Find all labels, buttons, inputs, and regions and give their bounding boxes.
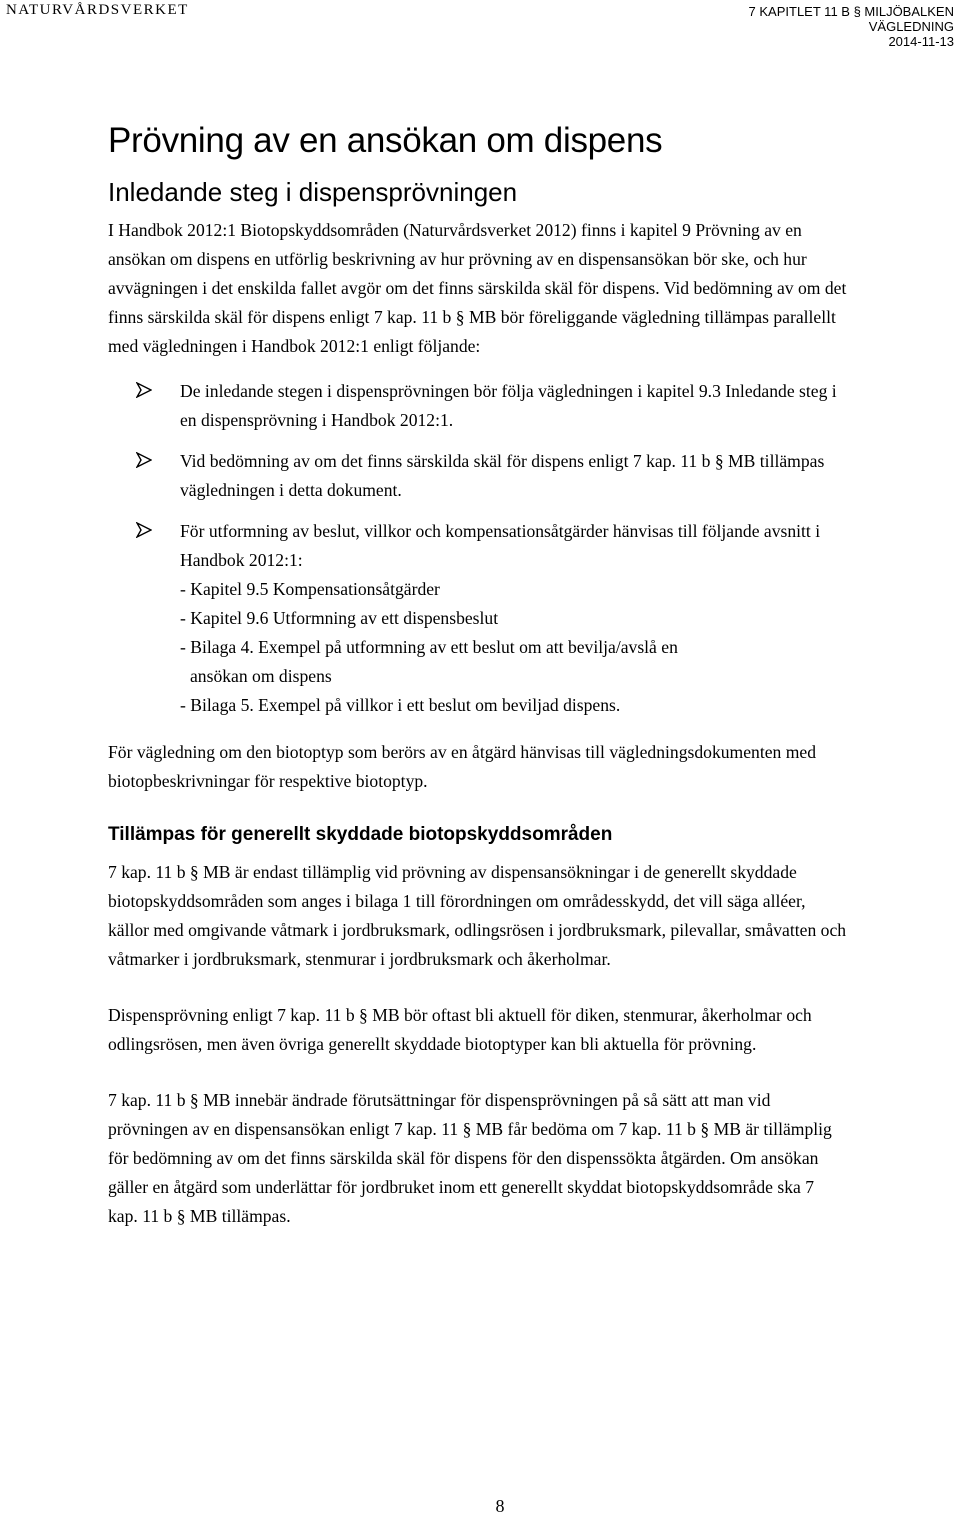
dispensation-paragraph: Dispensprövning enligt 7 kap. 11 b § MB bör oftast bli aktuell för diken, stenmurar, åkerholmar och odlingsrösen, men även övriga generellt skyddade biotoptyper kan bli aktuella för prövning.	[108, 1005, 812, 1054]
bullet-text: De inledande stegen i dispensprövningen bör följa vägledningen i kapitel 9.3 Inledande steg i en dispensprövning i Handbok 2012:1.	[180, 381, 837, 430]
arrow-bullet-icon	[136, 452, 152, 468]
header-organization: NATURVÅRDSVERKET	[6, 2, 189, 18]
intro-paragraph: I Handbok 2012:1 Biotopskyddsområden (Naturvårdsverket 2012) finns i kapitel 9 Prövning av en ansökan om dispens en utförlig beskrivning av hur prövning av en dispensansökan bör ske, och hur avvägningen i det enskilda fallet avgör om det finns särskilda skäl för dispens. Vid bedömning av om det finns särskilda skäl för dispens enligt 7 kap. 11 b § MB bör föreliggande vägledning tillämpas parallellt med vägledningen i Handbok 2012:1 enligt följande:	[108, 220, 847, 356]
header-doc-type: VÄGLEDNING	[868, 19, 954, 34]
arrow-bullet-icon	[136, 382, 152, 398]
conditions-paragraph: 7 kap. 11 b § MB innebär ändrade förutsättningar för dispensprövningen på så sätt att man vid prövningen av en dispensansökan enligt 7 kap. 11 § MB får bedöma om 7 kap. 11 b § MB är tillämplig för bedömning av om det finns särskilda skäl för dispens för den dispenssökta åtgärden. Om ansökan gäller en åtgärd som underlättar för jordbruket inom ett generellt skyddat biotopskyddsområde ska 7 kap. 11 b § MB tillämpas.	[108, 1090, 832, 1226]
header-date: 2014-11-13	[888, 34, 954, 49]
header-document-info	[749, 4, 954, 49]
sub-item: - Bilaga 4. Exempel på utformning av ett beslut om att bevilja/avslå en	[180, 637, 678, 657]
page-title: Prövning av en ansökan om dispens	[108, 121, 663, 160]
guidance-list	[108, 377, 848, 720]
sub-item-continuation: ansökan om dispens	[190, 666, 332, 686]
sub-item: - Kapitel 9.6 Utformning av ett dispensbeslut	[180, 608, 499, 628]
biotope-reference-paragraph: För vägledning om den biotoptyp som berörs av en åtgärd hänvisas till vägledningsdokumenten med biotopbeskrivningar för respektive biotoptyp.	[108, 742, 817, 791]
arrow-bullet-icon	[136, 522, 152, 538]
document-body	[108, 118, 848, 1231]
sub-item: - Bilaga 5. Exempel på villkor i ett beslut om beviljad dispens.	[180, 695, 621, 715]
section-heading-generally-protected: Tillämpas för generellt skyddade biotopskyddsområden	[108, 824, 613, 845]
bullet-text: För utformning av beslut, villkor och kompensationsåtgärder hänvisas till följande avsnitt i Handbok 2012:1:	[180, 521, 821, 570]
list-item	[108, 517, 848, 720]
header-chapter: 7 KAPITLET 11 B § MILJÖBALKEN	[748, 4, 954, 19]
sub-item: - Kapitel 9.5 Kompensationsåtgärder	[180, 579, 440, 599]
list-item	[108, 377, 848, 435]
applicability-paragraph: 7 kap. 11 b § MB är endast tillämplig vid prövning av dispensansökningar i de generellt skyddade biotopskyddsområden som anges i bilaga 1 till förordningen om områdesskydd, det vill säga alléer, källor med omgivande våtmark i jordbruksmark, odlingsrösen i jordbruksmark, pilevallar, småvatten och våtmarker i jordbruksmark, stenmurar i jordbruksmark och åkerholmar.	[108, 862, 847, 969]
page-number: 8	[495, 1496, 505, 1516]
list-item	[108, 447, 848, 505]
bullet-text: Vid bedömning av om det finns särskilda skäl för dispens enligt 7 kap. 11 b § MB tillämpas vägledningen i detta dokument.	[180, 451, 825, 500]
section-heading-intro: Inledande steg i dispensprövningen	[108, 177, 518, 207]
